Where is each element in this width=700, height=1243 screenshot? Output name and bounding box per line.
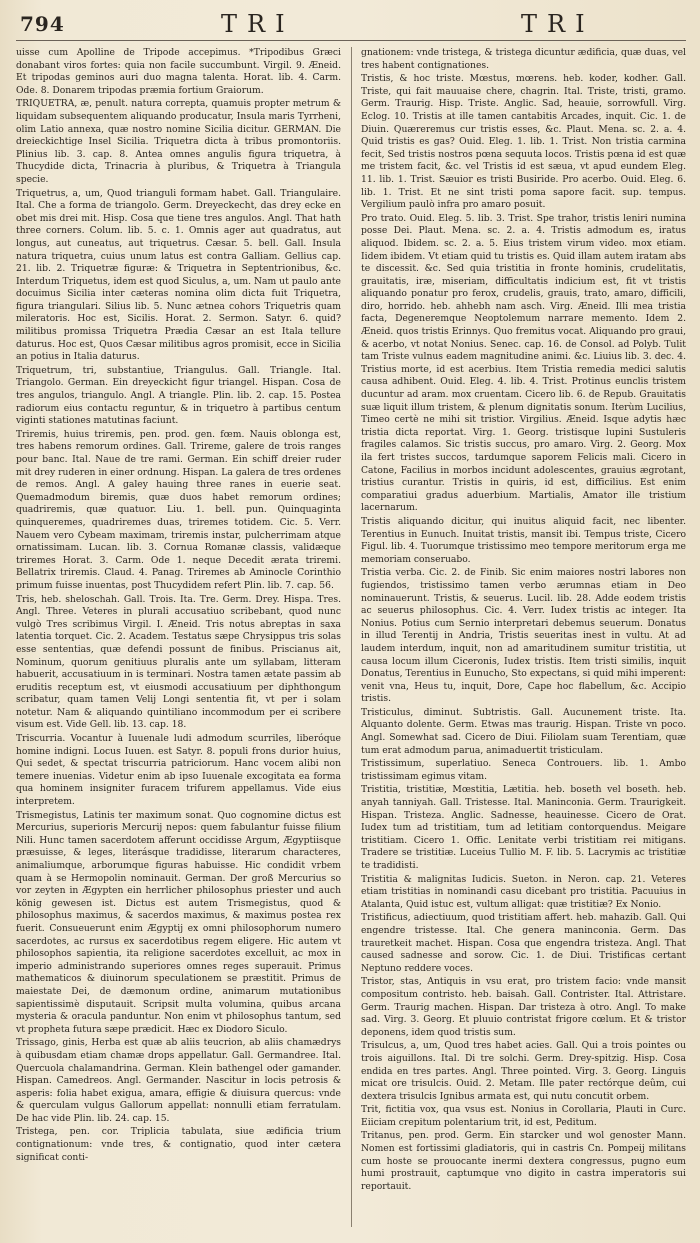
entry-right-8: Tristitia, tristitiæ, Mœstitia, Lætitia. heb. boseth vel boseth. heb. anyah tanniyah. Gall. Tristesse. Ital. Maninconia. Germ. Traurigkeit. Hispan. Tristeza. Anglic. Sadnesse, heauinesse. Cicero de Orat. Iudex tum ad tristitiam, tum ad letitiam contorquendus. Meigare tristitiam. Cicero 1. Offic. Lenitate verbi tristitiam rei mitigans. Tradere se tristitiæ. Luceius Tullio M. F. lib. 5. Lacrymis ac tristitiæ te tradidisti. bbox=[361, 784, 686, 871]
entry-left-4: Triquetrum, tri, substantiue, Triangulus. Gall. Triangle. Ital. Triangolo. German. Ein dreyeckicht figur triangel. Hispan. Cosa de tres angulos, triangulo. Angl. A triangle. Plin. lib. 2. cap. 15. Postea radiorum eius contactu reguntur, & in triquetro à partibus centum viginti stationes matutinas faciunt. bbox=[16, 364, 341, 427]
entry-right-7: Tristissimum, superlatiuo. Seneca Controuers. lib. 1. Ambo tristissimam egimus vitam. bbox=[361, 758, 686, 782]
entry-right-1: gnationem: vnde tristega, & tristega dicuntur ædificia, quæ duas, vel tres habent contignationes. bbox=[361, 47, 686, 71]
page-header bbox=[16, 10, 686, 41]
entry-right-13: Trit, fictitia vox, qua vsus est. Nonius in Corollaria, Plauti in Curc. Eiiciam crepitum polentarium trit, id est, Peditum. bbox=[361, 1104, 686, 1128]
entry-right-2: Tristis, & hoc triste. Mœstus, mœrens. heb. koder, kodher. Gall. Triste, qui fait mauuaise chere, chagrin. Ital. Triste, tristi, gramo. Germ. Traurig. Hisp. Triste. Anglic. Sad, heauie, sorrowfull. Virg. Eclog. 10. Tristis at ille tamen cantabitis Arcades, inquit. Cic. 1. de Diuin. Quæreremus cur tristis esses, &c. Plaut. Mena. sc. 2. a. 4. Quid tristis es gas? Ouid. Eleg. 1. lib. 1. Trist. Non tristia carmina fecit, Sed tristis nostros pœna sequuta locos. Tristis pœna id est quæ me tristem facit, &c. vel Tristis id est sæua, vt apud eundem Eleg. 11. lib. 1. Trist. Sæuior es tristi Busiride. Pro acerbo. Ouid. Eleg. 6. lib. 1. Trist. Et ne sint tristi poma sapore facit. sup. tempus. Vergilium paulò infra pro amaro posuit. bbox=[361, 73, 686, 211]
entry-left-8: Trismegistus, Latinis ter maximum sonat. Quo cognomine dictus est Mercurius, superioris Mercurij nepos: quem fabulantur fuisse filium Nili. Hunc tamen sacerdotem afferunt occidisse Argum, Ægyptiisque præsuisse, & leges, literásque tradidisse, literarum characteres, animaliumque, arborumque figuras habuisse. Hic condidit vrbem quam à se Hermopolin nominauit. German. Der groß Mercurius so vor zeyten in Ægypten ein herrlicher philosophus priester und auch könig gewesen ist. Dictus est autem Trismegistus, quod & philosophus maximus, & sacerdos maximus, & maximus postea rex fuerit. Consueuerunt enim Ægyptij ex omni philosophorum numero sacerdotes, ac rursus ex sacerdotibus regem eligere. Hic autem vt philosophos sapientia, ita religione sacerdotes excelluit, ac mox in imperio administrando superiores omnes reges superauit. Primus mathematicos & diuinorum speculationem se præstitit. Primus de maiestate Dei, de dæmonum ordine, animarum mutationibus sapientissimè disputauit. Scripsit multa volumina, quibus arcana mysteria & oracula panduntur. Non enim vt philosophus tantum, sed vt propheta futura sæpe prædicit. Hæc ex Diodoro Siculo. bbox=[16, 809, 341, 1035]
column-divider bbox=[351, 47, 352, 1227]
page-number: 794 bbox=[20, 12, 65, 36]
right-column bbox=[361, 47, 686, 1227]
entry-left-7: Triscurria. Vocantur à Iuuenale ludi admodum scurriles, liberóque homine indigni. Locus Iuuen. est Satyr. 8. populi frons durior huius, Qui sedet, & spectat triscurria patriciorum. Hanc vocem alibi non temere inuenias. Videtur enim ab ipso Iuuenale excogitata ea forma qua hominem insigniter furacem trifurem appellamus. Vide eius interpretem. bbox=[16, 733, 341, 808]
entry-right-5: Tristia verba. Cic. 2. de Finib. Sic enim maiores nostri labores non fugiendos, tristissimo tamen verbo ærumnas etiam in Deo nominauerunt. Tristis, & seuerus. Lucil. lib. 28. Adde eodem tristis ac seuerus philosophus. Cic. 4. Verr. Iudex tristis ac integer. Ita Nonius. Potius cum Sernio interpretari debemus seuerum. Donatus in illud Terentij in Andria, Tristis seueritas inest in vultu. At ad laudem interdum, inquit, non ad amaritudinem sumitur tristitia, ut causa locum illum Ciceronis, Iudex tristis. Item tristi similis, inquit Donatus, Terentius in Eunucho, Sto expectans, si quid mihi imperent: venit vna, Heus tu, inquit, Dore, Cape hoc flabellum, &c. Accipio tristis. bbox=[361, 567, 686, 705]
entry-left-1: uisse cum Apolline de Tripode accepimus. *Tripodibus Græci donabant viros fortes: quia non facile succumbunt. Virgil. 9. Æneid. Et tripodas geminos auri duo magna talenta. Horat. lib. 4. Carm. Ode. 8. Donarem tripodas præmia fortium Graiorum. bbox=[16, 47, 341, 96]
entry-left-10: Tristega, pen. cor. Triplicia tabulata, siue ædificia trium contignationum: vnde tres, & contignatio, quod inter cætera significat conti- bbox=[16, 1126, 341, 1163]
entry-right-3: Pro trato. Ouid. Eleg. 5. lib. 3. Trist. Spe trahor, tristis leniri numina posse Dei. Plaut. Mena. sc. 2. a. 4. Tristis admodum es, iratus aliquod. Ibidem. sc. 2. a. 5. Eius tristem virum video. mox etiam. Iidem ibidem. Vt etiam quid tu tristis es. Quid illam autem iratam abs te discessit. &c. Sed quia tristitia in fronte hominis, crudelitatis, grauitatis, iræ, miseriam, difficultatis indicium est, fit vt tristis aliquando ponatur pro ferox, crudelis, grauis, trato, amaro, difficili, diro, horrido. heb. ahhebh nam asch. Virg. Æneid. Illi mea tristia facta, Degeneremque Neoptolemum narrare memento. Idem 2. Æneid. quos tristis Erinnys. Quo fremitus vocat. Aliquando pro graui, & acerbo, vt notat Nonius. Senec. cap. 16. de Consol. ad Polyb. Tulit tam Triste vulnus eadem magnitudine animi. &c. Liuius lib. 3. dec. 4. Tristius morte, id est acerbius. Item Tristia remedia medici salutis causa adhibent. Ouid. Eleg. 4. lib. 4. Trist. Protinus eunclis tristem ducuntur ad aram. mox cruentam. Cicero lib. 6. de Repub. Grauitatis suæ liquit illum tristem, & plenum dignitatis sonum. Iterùm Lucilius, Timeo certè ne mihi sit tristior. Virgilius. Æneid. Isque adytis hæc tristia dicta reportat. Virg. 1. Georg. tristisque lupini Sustuleris fragiles calamos. Sic tristis succus, pro amaro. Virg. 2. Georg. Mox ila fert tristes succos, tardumque saporem Felicis mali. Cicero in Catone, Facilius in morbos incidunt adolescentes, grauius ægrotant, tristius curantur. Tristis in quiris, id est, difficilius. Est enim comparatiui gradus aduerbium. Martialis, Amator ille tristium lacernarum. bbox=[361, 212, 686, 514]
entry-left-6: Tris, heb. sheloschah. Gall. Trois. Ita. Tre. Germ. Drey. Hispa. Tres. Angl. Three. Veteres in plurali accusatiuo scribebant, quod nunc vulgò Tres scribimus Virgil. I. Æneid. Tris notus abreptas in saxa latentia torquet. Cic. 2. Academ. Testatus sæpe Chrysippus tris solas esse sententias, quæ defendi possunt de finibus. Priscianus ait, Nominum, quorum genitiuus pluralis ante um syllabam, litteram habuerit, accusatiuum in is terminari. Nostra tamen ætate passim ab eruditis receptum est, vt eiusmodi accusatiuum per diphthongum scribatur, quam tamen Velij Longi sententia fit, vt per i solam notetur. Nam & aliquando quintiliano incommodum per ei scribere visum est. Vide Gell. lib. 13. cap. 18. bbox=[16, 593, 341, 731]
entry-right-12: Trisulcus, a, um, Quod tres habet acies. Gall. Qui a trois pointes ou trois aiguillons. Ital. Di tre solchi. Germ. Drey-spitzig. Hisp. Cosa endida en tres partes. Angl. Three pointed. Virg. 3. Georg. Linguis micat ore trisulcis. Ouid. 2. Metam. Ille pater rectórque deûm, cui dextera trisulcis Ignibus armata est, qui nutu concutit orbem. bbox=[361, 1040, 686, 1102]
entry-left-9: Trissago, ginis, Herba est quæ ab aliis teucrion, ab aliis chamædrys à quibusdam etiam chamæ drops appellatur. Gall. Germandree. Ital. Quercuola chalamandrina. German. Klein bathengel oder gamander. Hispan. Camedreos. Angl. Germander. Nascitur in locis petrosis & asperis: folia habet exigua, amara, effigie & diuisura quercus: vnde & querculam vulgus Gallorum appellat: nonnulli etiam ferratulam. De hac vide Plin. lib. 24. cap. 15. bbox=[16, 1037, 341, 1124]
entry-left-5: Triremis, huius triremis, pen. prod. gen. fœm. Nauis oblonga est, tres habens remorum ordines. Gall. Trireme, galere de trois ranges pour banc. Ital. Naue de tre rami. German. Ein schiff dreier ruder mit drey ruderen in einer ordnung. Hispan. La galera de tres ordenes de remos. Angl. A galey hauing three ranes in euerie seat. Quemadmodum biremis, quæ duos habet remorum ordines; quadriremis, quæ quatuor. Liu. 1. bell. pun. Quinquaginta quinqueremes, quadriremes duas, triremes totidem. Cic. 5. Verr. Nauem vero Cybeam maximam, triremis instar, pulcherrimam atque ornatissimam. Lucan. lib. 3. Cornua Romanæ classis, validæque triremes Horat. 3. Carm. Ode 1. neque Decedit ærata triremi. Bellatrix triremis. Claud. 4. Panag. Triremes ab Aminocle Corinthio primum fuisse inuentas, post Thucydidem refert Plin. lib. 7. cap. 56. bbox=[16, 428, 341, 591]
text-columns bbox=[16, 47, 686, 1227]
entry-left-2: TRIQUETRA, æ, penult. natura correpta, quamuis propter metrum & liquidam subsequentem aliquando producatur, Insula maris Tyrrheni, olim Latio annexa, quæ nostro nomine Sicilia dicitur. GERMAN. Die dreieckichtige Insel Sicilia. Triquetra dicta à tribus promontoriis. Plinius lib. 3. cap. 8. Antea omnes angulis figura triquetra, à Thucydide dicta, Trinacria à pluribus, & Triquetra à Triangula specie. bbox=[16, 98, 341, 185]
entry-right-4: Tristis aliquando dicitur, qui inuitus aliquid facit, nec libenter. Terentius in Eunuch. Inuitat tristis, mansit ibi. Tempus triste, Cicero Figul. lib. 4. Tuorumque tristissimo meo tempore meritorum erga me memoriam conseruabo. bbox=[361, 515, 686, 565]
entry-right-10: Tristificus, adiectiuum, quod tristitiam affert. heb. mahazib. Gall. Qui engendre tristesse. Ital. Che genera maninconia. Germ. Das trauretkeit machet. Hispan. Cosa que engendra tristeza. Angl. That caused sadnesse and sorow. Cic. 1. de Diui. Tristificas certant Neptuno reddere voces. bbox=[361, 912, 686, 974]
left-column bbox=[16, 47, 341, 1227]
entry-right-9: Tristitia & malignitas Iudicis. Sueton. in Neron. cap. 21. Veteres etiam tristitias in nominandi casu dicebant pro tristitia. Pacuuius in Atalanta, Quid istuc est, vultum alligat: quæ tristitiæ? Ex Nonio. bbox=[361, 873, 686, 910]
entry-left-3: Triquetrus, a, um, Quod trianguli formam habet. Gall. Triangulaire. Ital. Che a forma de triangolo. Germ. Dreyeckecht, das drey ecke en obet mis drei mit. Hisp. Cosa que tiene tres angulos. Angl. That hath three corners. Colum. lib. 5. c. 1. Omnis ager aut quadratus, aut longus, aut cuneatus, aut triquetrus. Cæsar. 5. bell. Gall. Insula natura triquetra, cuius unum latus est contra Galliam. Gellius cap. 21. lib. 2. Triquetræ figuræ: & Triquetra in Septentrionibus, &c. Interdum Triquetus, idem est quod Siculus, a, um. Nam ut paulo ante docuimus Sicilia inter cæteras nomina olim dicta fuit Triquetra, figura triangulari. Silius lib. 5. Nunc ætnea cohors Triquetris quam mileratoris. Hoc est, Sicilis. Horat. 2. Sermon. Satyr. 6. quid? militibus promissa Triquetra Prædia Cæsar an est Itala tellure daturus. Hoc est, Quos Cæsar militibus agros promisit, ecce in Sicilia an potius in Italia daturus. bbox=[16, 187, 341, 363]
running-head-right: TRI bbox=[521, 10, 595, 38]
running-head-left: TRI bbox=[221, 10, 295, 38]
entry-right-14: Tritanus, pen. prod. Germ. Ein starcker und wol genoster Mann. Nomen est fortissimi gladiatoris, qui in castris Cn. Pompeij militans cum hoste se prouocante inermi dextera congressus, pugno eum humi prostrauit, captumque vno digito in castra imperatoris sui reportauit. bbox=[361, 1130, 686, 1192]
entry-right-6: Tristiculus, diminut. Subtristis. Gall. Aucunement triste. Ita. Alquanto dolente. Germ. Etwas mas traurig. Hispan. Triste vn poco. Angl. Somewhat sad. Cicero de Diui. Filiolam suam Terentiam, quæ tum erat admodum parua, animaduertit tristiculam. bbox=[361, 706, 686, 756]
entry-right-11: Tristor, stas, Antiquis in vsu erat, pro tristem facio: vnde mansit compositum contristo. heb. baisah. Gall. Contrister. Ital. Attristare. Germ. Traurig machen. Hispan. Dar tristeza à otro. Angl. To make sad. Virg. 3. Georg. Et pluuio contristat frigore cœlum. Et & tristor deponens, idem quod tristis sum. bbox=[361, 976, 686, 1038]
